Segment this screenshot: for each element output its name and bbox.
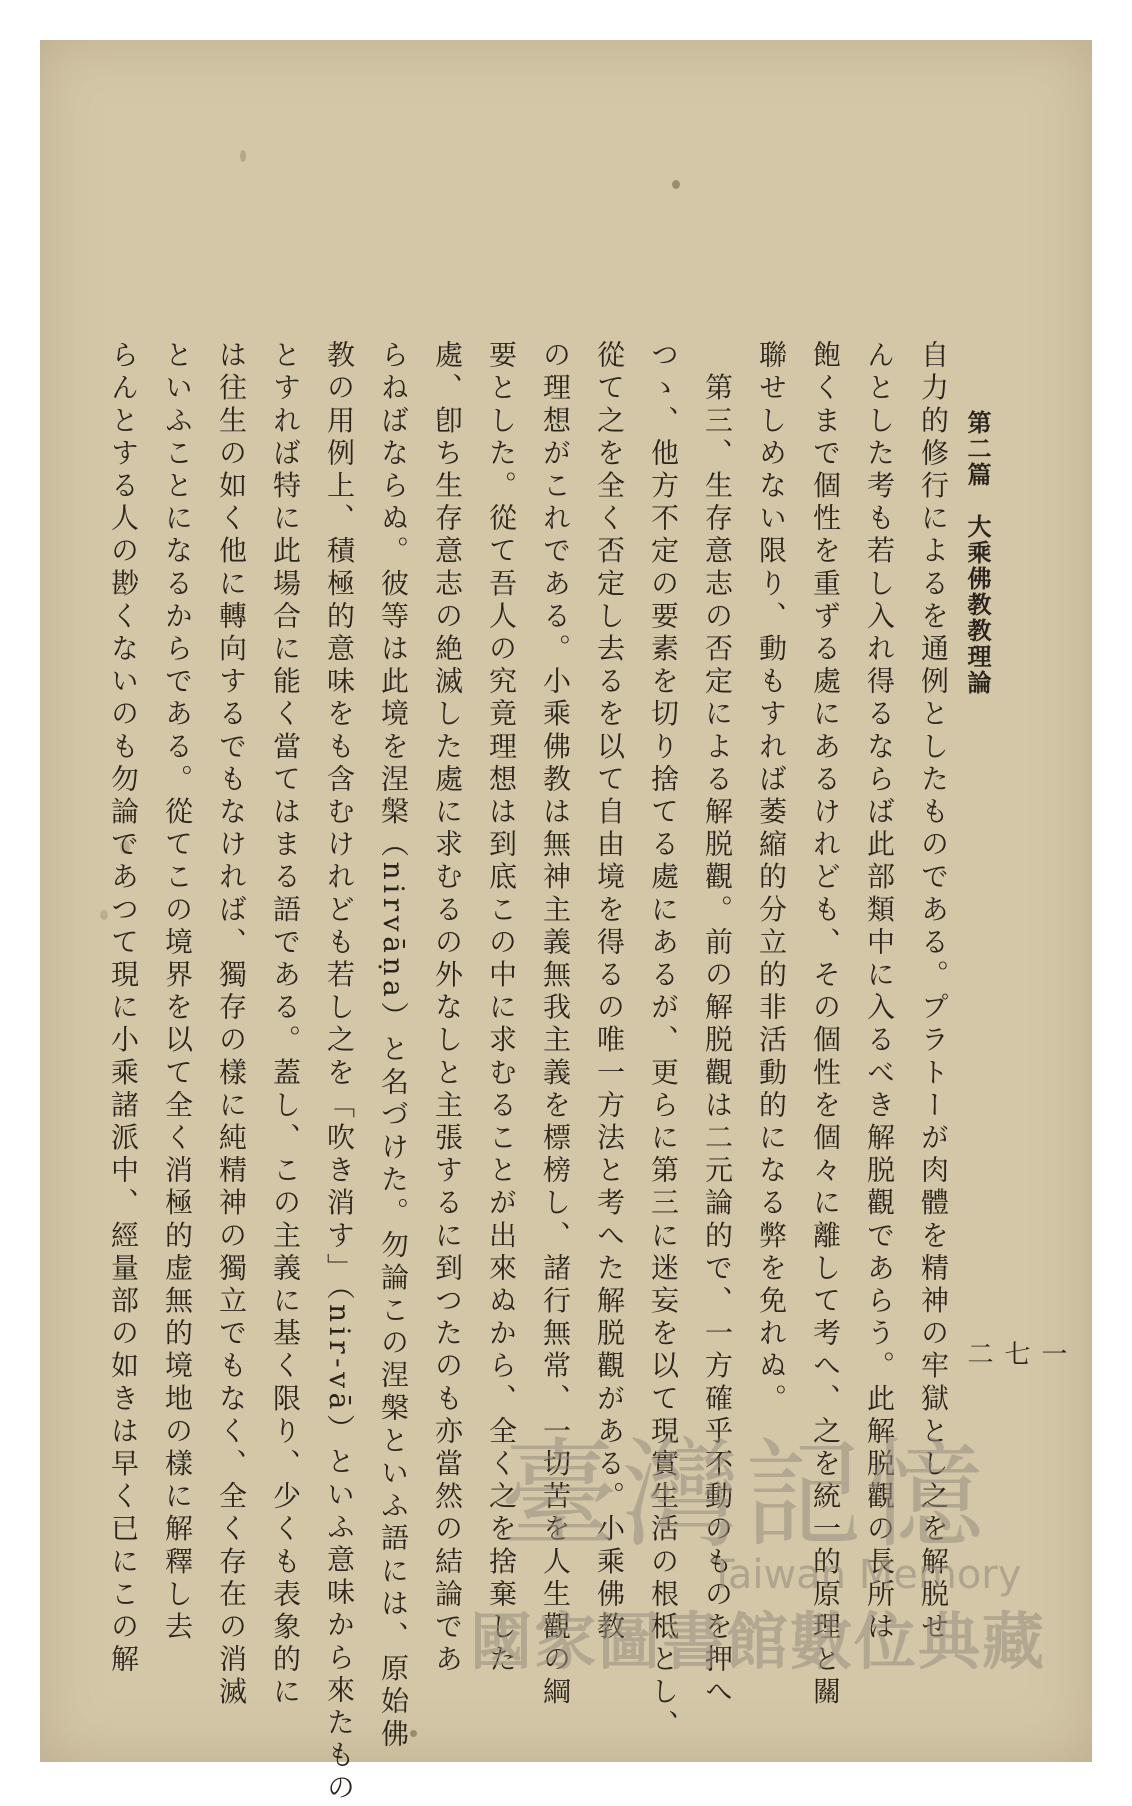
- watermark-library-name: 國家圖書館數位典藏: [470, 1605, 1047, 1678]
- text-line: といふことになるからである。從てこの境界を以て全く消極的虚無的境地の樣に解釋し去: [161, 340, 194, 1644]
- page-number: 一七二: [963, 1340, 1067, 1366]
- running-head: 第二篇 大乘佛教教理論: [963, 410, 992, 696]
- text-line: らねばならぬ。彼等は此境を涅槃（nirvāṇa）と名づけた。勿論この涅槃といふ語には、原始佛: [377, 340, 410, 1752]
- text-line: 飽くまで個性を重ずる處にあるけれども、その個性を個々に離して考へ、之を統一的原理と關: [809, 340, 842, 1710]
- text-line: つゝ、他方不定の要素を切り捨てる處にあるが、更らに第三に迷妄を以て現實生活の根柢とし、: [647, 340, 680, 1742]
- text-line: 要とした。從て吾人の究竟理想は到底この中に求むることが出來ぬから、全く之を捨棄した: [485, 340, 518, 1677]
- text-line: とすれば特に此場合に能く當てはまる語である。蓋し、この主義に基く限り、少くも表象的に: [269, 340, 302, 1710]
- text-line: 教の用例上、積極的意味をも含むけれども若し之を「吹き消す」（nir-vā）といふ意味から來たもの: [323, 340, 356, 1806]
- ink-spot: [410, 1730, 417, 1737]
- watermark-calligraphy: 臺灣記憶: [500, 1426, 989, 1564]
- text-line: 自力的修行によるを通例としたものである。プラトーが肉體を精神の牢獄とし之を解脱せ: [917, 340, 950, 1644]
- text-line: んとした考も若し入れ得るならば此部類中に入るべき解脱觀であらう。此解脱觀の長所は: [863, 340, 896, 1644]
- text-line: らんとする人の尠くないのも勿論であつて現に小乘諸派中、經量部の如きは早く已にこの解: [107, 340, 140, 1677]
- text-line: は往生の如く他に轉向するでもなければ、獨存の樣に純精神の獨立でもなく、全く存在の消滅: [215, 340, 248, 1710]
- watermark-latin-text: Taiwan Memory: [710, 1552, 1022, 1598]
- text-line: の理想がこれである。小乘佛教は無神主義無我主義を標榜し、諸行無常、一切苦を人生觀の綱: [539, 340, 572, 1710]
- text-line: 從て之を全く否定し去るを以て自由境を得るの唯一方法と考へた解脱觀がある。小乘佛教: [593, 340, 626, 1644]
- scanned-page: [40, 40, 1092, 1806]
- text-line: 第三、生存意志の否定による解脱觀。前の解脱觀は二元論的で、一方確乎不動のものを押へ: [701, 340, 734, 1710]
- text-line: 處、卽ち生存意志の絶滅した處に求むるの外なしと主張するに到つたのも亦當然の結論であ: [431, 340, 464, 1677]
- text-line: 聯せしめない限り、動もすれば萎縮的分立的非活動的になる弊を免れぬ。: [755, 340, 788, 1416]
